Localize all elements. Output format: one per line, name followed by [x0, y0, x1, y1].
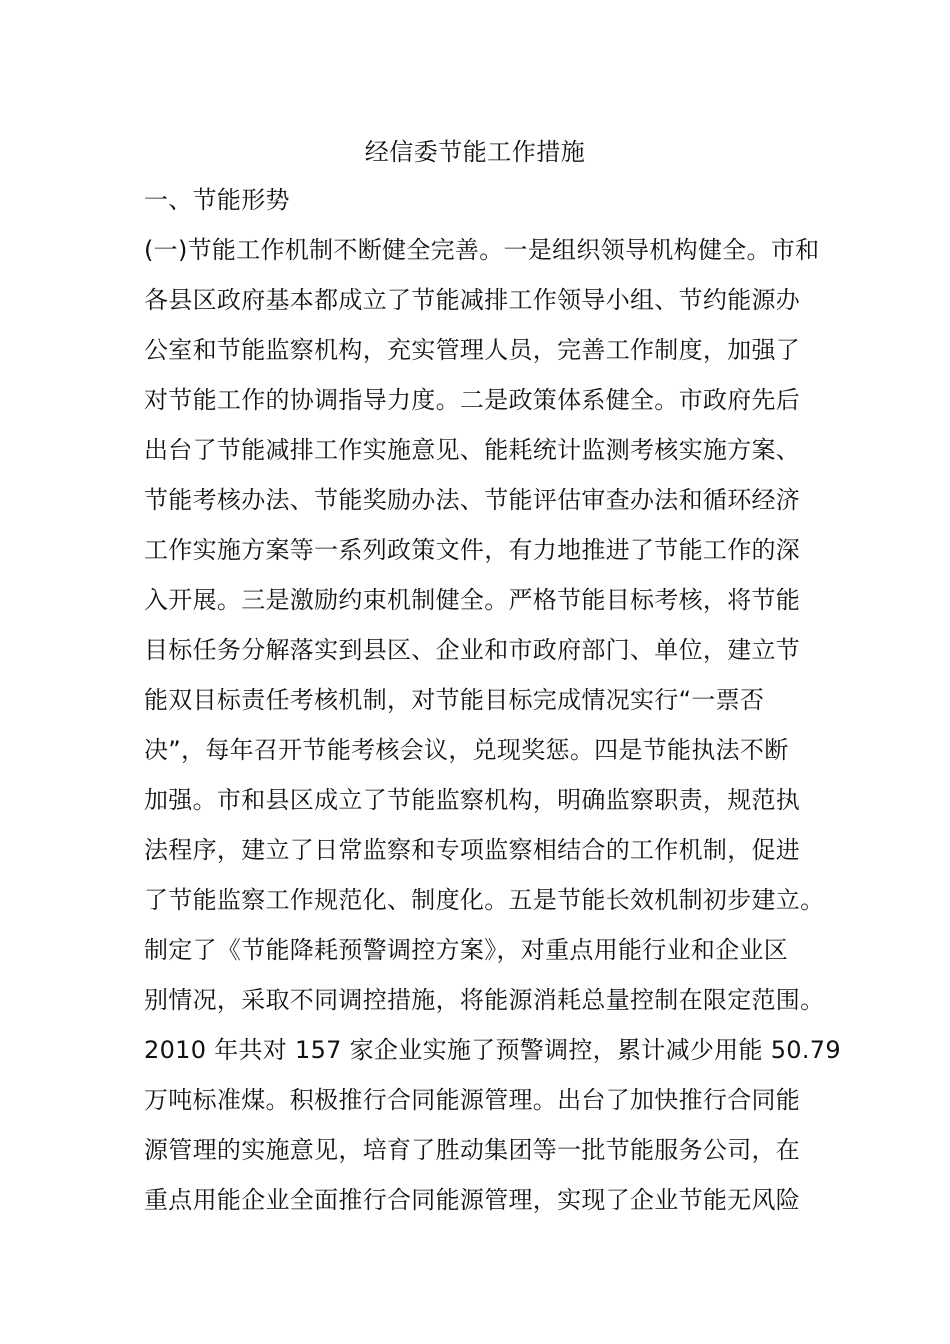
body-line: 对节能工作的协调指导力度。二是政策体系健全。市政府先后: [144, 386, 801, 414]
body-line: (一)节能工作机制不断健全完善。一是组织领导机构健全。市和: [144, 236, 820, 264]
body-line: 别情况，采取不同调控措施，将能源消耗总量控制在限定范围。: [144, 986, 825, 1014]
body-line: 工作实施方案等一系列政策文件，有力地推进了节能工作的深: [144, 536, 801, 564]
body-line: 法程序，建立了日常监察和专项监察相结合的工作机制，促进: [144, 836, 801, 864]
body-line: 加强。市和县区成立了节能监察机构，明确监察职责，规范执: [144, 786, 801, 814]
body-line: 公室和节能监察机构，充实管理人员，完善工作制度，加强了: [144, 336, 801, 364]
section-heading: 一、节能形势: [144, 186, 290, 214]
body-line: 能双目标责任考核机制，对节能目标完成情况实行“一票否: [144, 686, 765, 714]
body-line: 目标任务分解落实到县区、企业和市政府部门、单位，建立节: [144, 636, 801, 664]
body-line: 节能考核办法、节能奖励办法、节能评估审查办法和循环经济: [144, 486, 801, 514]
body-line: 制定了《节能降耗预警调控方案》，对重点用能行业和企业区: [144, 936, 789, 964]
body-line: 各县区政府基本都成立了节能减排工作领导小组、节约能源办: [144, 286, 801, 314]
body-line: 出台了节能减排工作实施意见、能耗统计监测考核实施方案、: [144, 436, 801, 464]
body-line: 入开展。三是激励约束机制健全。严格节能目标考核，将节能: [144, 586, 801, 614]
body-line: 源管理的实施意见，培育了胜动集团等一批节能服务公司，在: [144, 1136, 801, 1164]
body-line: 重点用能企业全面推行合同能源管理，实现了企业节能无风险: [144, 1186, 801, 1214]
body-line: 决”，每年召开节能考核会议，兑现奖惩。四是节能执法不断: [144, 736, 789, 764]
body-line: 万吨标准煤。积极推行合同能源管理。出台了加快推行合同能: [144, 1086, 801, 1114]
body-line: 2010 年共对 157 家企业实施了预警调控，累计减少用能 50.79: [144, 1036, 841, 1064]
document-title: 经信委节能工作措施: [364, 138, 586, 166]
body-line: 了节能监察工作规范化、制度化。五是节能长效机制初步建立。: [144, 886, 825, 914]
